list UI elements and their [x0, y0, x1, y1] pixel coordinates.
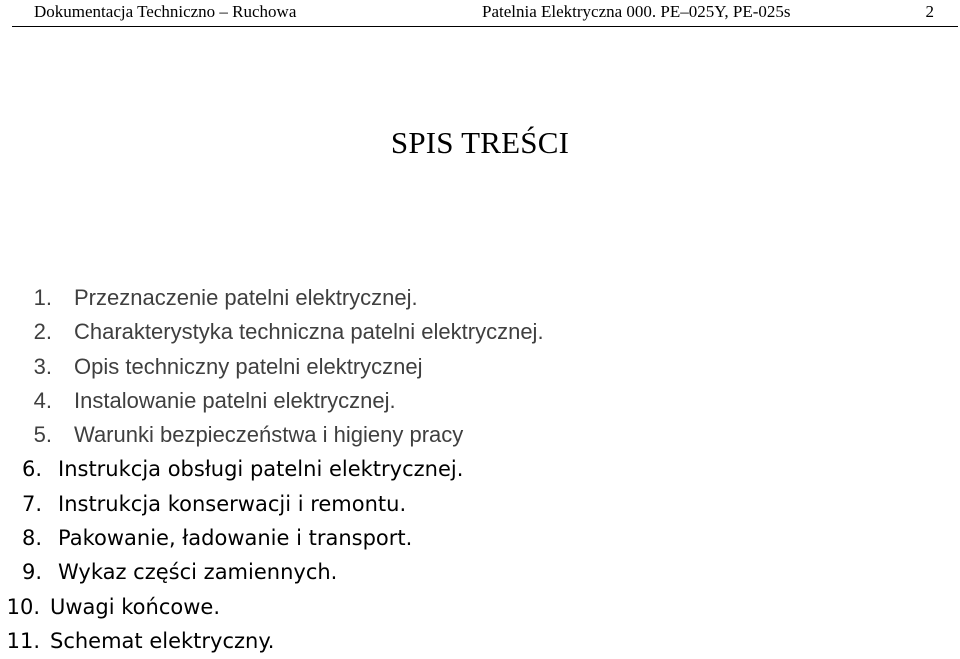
- page-number: 2: [925, 2, 934, 21]
- toc-item-text: Charakterystyka techniczna patelni elektrycznej.: [74, 319, 544, 345]
- toc-item: [0, 282, 960, 316]
- toc-item: [0, 556, 960, 590]
- page-title: SPIS TREŚCI: [390, 125, 570, 160]
- toc-item-number: 1.: [33, 285, 52, 310]
- table-of-contents: [0, 282, 960, 659]
- toc-item: [0, 453, 960, 487]
- header-document-type: Dokumentacja Techniczno – Ruchowa: [34, 2, 297, 21]
- toc-item: [0, 351, 960, 385]
- toc-item-text: Schemat elektryczny.: [50, 628, 275, 653]
- toc-item-number: 7.: [21, 491, 42, 516]
- toc-item-text: Instalowanie patelni elektrycznej.: [74, 387, 396, 413]
- toc-item-text: Instrukcja obsługi patelni elektrycznej.: [58, 457, 464, 482]
- toc-item: [0, 385, 960, 419]
- toc-item-text: Pakowanie, ładowanie i transport.: [58, 526, 413, 551]
- toc-item-text: Opis techniczny patelni elektrycznej: [74, 353, 423, 379]
- toc-item: [0, 522, 960, 556]
- toc-item: [0, 419, 960, 453]
- toc-item-text: Wykaz części zamiennych.: [58, 560, 338, 585]
- toc-item-number: 4.: [33, 387, 52, 413]
- toc-item-number: 9.: [21, 560, 42, 585]
- toc-item-number: 11.: [6, 628, 40, 653]
- toc-item-text: Warunki bezpieczeństwa i higieny pracy: [74, 422, 464, 448]
- toc-item-number: 5.: [33, 422, 52, 448]
- toc-item: [0, 316, 960, 350]
- page-header: [12, 0, 958, 27]
- toc-item-text: Instrukcja konserwacji i remontu.: [58, 491, 407, 516]
- toc-item-number: 3.: [33, 353, 52, 379]
- toc-item-number: 8.: [21, 526, 42, 551]
- toc-item: [0, 591, 960, 625]
- toc-item-number: 2.: [33, 319, 52, 345]
- toc-item-text: Uwagi końcowe.: [50, 594, 220, 619]
- toc-item: [0, 625, 960, 659]
- toc-item-number: 10.: [6, 594, 40, 619]
- toc-item: [0, 488, 960, 522]
- toc-item-number: 6.: [21, 457, 42, 482]
- header-product-name: Patelnia Elektryczna 000. PE–025Y, PE-025s: [482, 2, 791, 21]
- toc-item-text: Przeznaczenie patelni elektrycznej.: [74, 285, 418, 310]
